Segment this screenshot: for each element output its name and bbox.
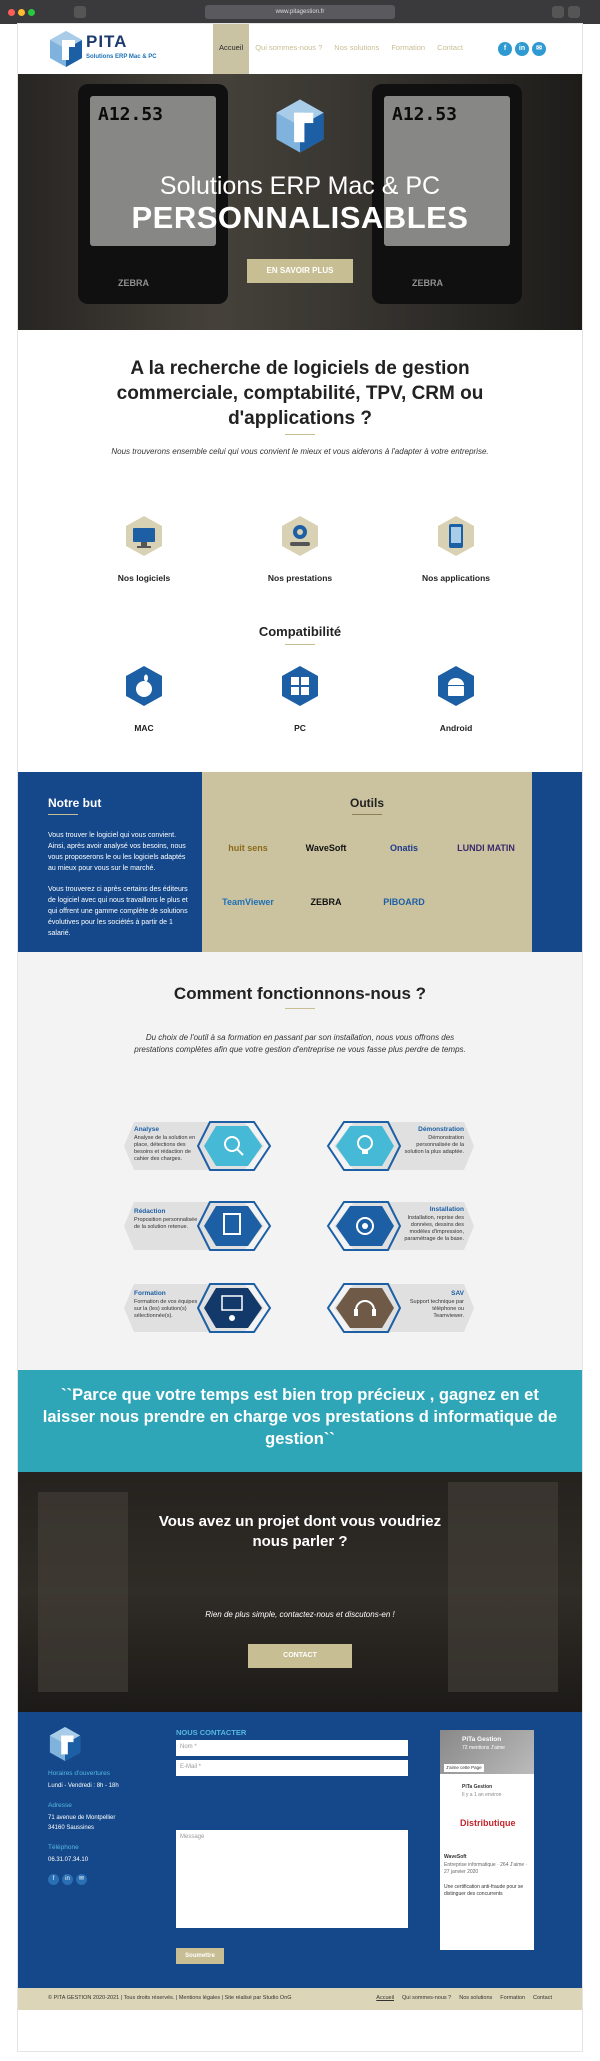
message-textarea[interactable]: Message [176,1830,408,1928]
copyright-text: © PITA GESTION 2020-2021 | Tous droits réservés. | Mentions légales | Site réalisé par Studio OnG [48,1995,292,2001]
new-tab-icon[interactable] [568,6,580,18]
address-line-1: 71 avenue de Montpellier [48,1815,116,1821]
notre-but-paragraph-2: Vous trouverez ci après certains des éditeurs de logiciel avec qui nous travaillons le plus et qui offrent une gamme complète de solutions évolutives pour les sociétés à partir de 1 salarié. [48,886,188,937]
step-description: Installation, reprise des données, dessins des modèles d'impression, paramétrage de la base. [404,1215,464,1242]
compat-title: Compatibilité [258,624,342,639]
service-prestations[interactable] [240,514,360,583]
hours-value: Lundi - Vendredi : 8h - 18h [48,1783,119,1789]
footer-cube-logo-icon [48,1726,82,1762]
nav-formation[interactable]: Formation [391,43,426,52]
step-title: Démonstration [418,1126,464,1133]
compat-pc [240,664,360,733]
notre-but-paragraph-1: Vous trouver le logiciel qui vous convient. Ainsi, après avoir analysé vos besoins, nous vous proposerons le ou les logiciels adaptés au mieux pour vous sur le marché. [48,832,186,872]
address-label: Adresse [48,1802,72,1809]
site-logo[interactable] [48,30,157,68]
compat-android [396,664,516,733]
service-applications[interactable] [396,514,516,583]
projet-section [18,1472,582,1712]
address-line-2: 34160 Saussines [48,1825,95,1831]
nav-accueil[interactable]: Accueil [213,24,249,74]
facebook-page-widget[interactable] [440,1730,534,1950]
step-description: Support technique par téléphone ou Teamviewer. [409,1299,464,1319]
email-input[interactable]: E-Mail * [176,1760,408,1776]
maximize-window-icon[interactable] [28,9,35,16]
outils-divider [352,814,382,815]
mobile-app-icon [434,514,478,558]
step-description: Démonstration personnalisée de la solution la plus adaptée. [404,1135,464,1155]
pita-cube-logo-icon [48,30,84,68]
device-brand: ZEBRA [118,278,149,288]
tool-teamviewer-logo: TeamViewer [222,897,274,907]
service-label: Nos applications [421,573,490,583]
tool-lundi-matin-logo: LUNDI MATIN [457,843,515,853]
comment-text: Du choix de l'outil à sa formation en passant par son installation, nous vous offrons des prestations complètes afin que votre gestion d'entreprise ne vous fasse plus perdre de temps. [134,1033,466,1054]
windows-icon [278,664,322,708]
device-reading: A12.53 [98,104,164,125]
name-input[interactable]: Nom * [176,1740,408,1756]
notre-but-title: Notre but [48,796,102,810]
footer-link-formation[interactable]: Formation [500,1995,526,2001]
footer-link-qui-sommes-nous[interactable]: Qui sommes-nous ? [402,1995,452,2001]
contact-form-title: NOUS CONTACTER [176,1728,247,1737]
footer-nav [376,1995,552,2001]
tool-onatis-logo: Onatis [389,843,418,853]
hero-title: PERSONNALISABLES [131,200,469,235]
step-description: Analyse de la solution en place, détections des besoins et rédaction de cahier des charges. [134,1135,196,1162]
contact-button[interactable]: CONTACT [248,1644,352,1668]
linkedin-icon[interactable]: in [515,42,529,56]
email-icon[interactable]: ✉ [532,42,546,56]
notre-but-divider [48,814,78,815]
site-header [18,24,582,74]
footer-link-accueil[interactable]: Accueil [376,1995,395,2001]
service-label: Nos logiciels [117,573,171,583]
facebook-icon[interactable]: f [48,1874,59,1885]
main-nav [213,24,469,74]
gear-hand-icon [278,514,322,558]
device-reading: A12.53 [392,104,458,125]
device-brand: ZEBRA [412,278,443,288]
facebook-page-name[interactable]: PiTa Gestion [462,1736,502,1743]
step-analyse [124,1118,274,1174]
intro-divider [285,434,315,435]
hero-cube-logo-icon [273,98,327,154]
step-description: Formation de vos équipes sur la (les) solution(s) sélectionnée(s). [134,1299,198,1319]
facebook-post-meta: Entreprise informatique · 264 J'aime · 27 janvier 2020 [444,1862,528,1875]
browser-chrome [0,0,600,24]
linkedin-icon[interactable]: in [62,1874,73,1885]
service-logiciels[interactable] [84,514,204,583]
comment-section [18,952,582,1370]
projet-text: Rien de plus simple, contactez-nous et discutons-en ! [205,1610,395,1619]
step-sav [324,1280,474,1336]
step-demonstration [324,1118,474,1174]
step-redaction [124,1198,274,1254]
comment-divider [285,1008,315,1009]
quote-banner [18,1370,582,1472]
address-bar[interactable]: www.pitagestion.fr [205,5,395,19]
step-title: Analyse [134,1126,159,1133]
compat-mac [84,664,204,733]
step-description: Proposition personnalisée de la solution retenue. [134,1217,198,1230]
web-page [18,24,582,2051]
facebook-page-likes: 72 mentions J'aime [462,1745,505,1751]
footer-social [48,1874,87,1885]
minimize-window-icon[interactable] [18,9,25,16]
step-title: Installation [429,1206,464,1213]
sidebar-toggle-icon[interactable] [74,6,86,18]
panel-edge [532,772,582,952]
header-social [498,42,546,56]
step-title: SAV [451,1290,464,1297]
android-icon [434,664,478,708]
quote-text: ``Parce que votre temps est bien trop précieux , gagnez en et laisser nous prendre en charge vos prestations d informatique de gestion`` [42,1386,558,1448]
tool-wavesoft-logo: WaveSoft [305,843,347,853]
logo-tagline: Solutions ERP Mac & PC [86,54,157,60]
footer-link-nos-solutions[interactable]: Nos solutions [459,1995,493,2001]
facebook-post-image-brand: Distributique [460,1818,516,1828]
projet-overlay [18,1472,582,1712]
step-formation [124,1280,274,1336]
intro-text: Nous trouverons ensemble celui qui vous convient le mieux et vous aiderons à l'adapter à votre entreprise. [111,447,489,456]
bottom-bar [18,1988,582,2010]
tool-zebra-logo: ZEBRA [310,897,342,907]
phone-value[interactable]: 06.31.07.34.10 [48,1857,89,1863]
nav-nos-solutions[interactable]: Nos solutions [334,43,380,52]
close-window-icon[interactable] [8,9,15,16]
compat-divider [285,644,315,645]
comment-title: Comment fonctionnons-nous ? [173,984,427,1003]
step-title: Formation [134,1290,166,1297]
intro-title: A la recherche de logiciels de gestion commerciale, comptabilité, TPV, CRM ou d'applications ? [116,358,484,429]
footer-link-contact[interactable]: Contact [533,1995,552,2001]
software-monitor-icon [122,514,166,558]
facebook-post-company: WaveSoft [444,1854,467,1860]
tool-piboard-logo: PIBOARD [383,897,425,907]
hours-label: Horaires d'ouvertures [48,1770,110,1777]
en-savoir-plus-button[interactable]: EN SAVOIR PLUS [247,259,353,283]
facebook-post-author[interactable]: PiTa Gestion [462,1784,493,1790]
tool-huit-sens-logo: huit sens [228,843,268,853]
apple-icon [122,664,166,708]
hero-subtitle: Solutions ERP Mac & PC [159,172,441,200]
share-icon[interactable] [552,6,564,18]
outils-title: Outils [349,796,384,810]
phone-label: Téléphone [48,1844,79,1851]
hero-banner [18,74,582,330]
facebook-icon[interactable]: f [498,42,512,56]
facebook-like-button[interactable]: J'aime cette Page [444,1764,484,1772]
email-icon[interactable]: ✉ [76,1874,87,1885]
submit-button[interactable]: Soumettre [176,1948,224,1964]
step-title: Rédaction [134,1208,166,1215]
projet-title: Vous avez un projet dont vous voudriez nous parler ? [158,1513,442,1550]
outils-panel [202,772,532,952]
logo-name: PITA [86,32,128,51]
nav-contact[interactable]: Contact [437,43,463,52]
nav-qui-sommes-nous[interactable]: Qui sommes-nous ? [255,43,323,52]
compat-label: MAC [134,723,154,733]
service-label: Nos prestations [267,573,333,583]
notre-but-panel [18,772,202,952]
facebook-post-text: Une certification anti-fraude pour se distinguer des concurrents [444,1884,524,1897]
compat-label: PC [294,723,306,733]
compat-label: Android [439,723,473,733]
facebook-post-time: Il y a 1 an environ [462,1792,502,1798]
step-installation [324,1198,474,1254]
